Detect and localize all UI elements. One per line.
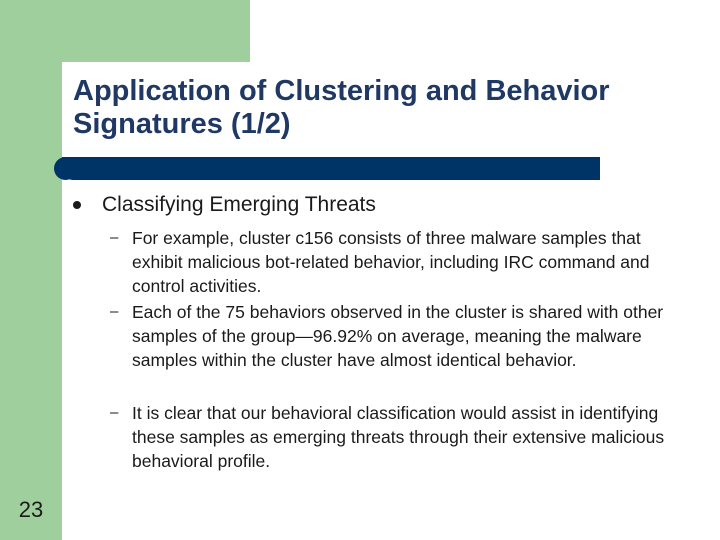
sub-bullet-text: Each of the 75 behaviors observed in the cluster is shared with other samples of the group—96.92% on average, meaning the malware samples within the cluster have almost identical behavior.: [132, 302, 664, 370]
sub-bullet-3: [110, 401, 672, 473]
main-bullet: [73, 193, 376, 217]
decorative-green-sidebar: [0, 0, 62, 540]
slide-title: Application of Clustering and Behavior Signatures (1/2): [73, 75, 610, 140]
sub-bullet-text: It is clear that our behavioral classification would assist in identifying these samples as emerging threats through their extensive malicious behavioral profile.: [132, 403, 665, 471]
main-bullet-text: Classifying Emerging Threats: [102, 193, 376, 216]
dash-icon: –: [110, 229, 119, 246]
title-underline-bar: [62, 157, 600, 180]
sub-bullet-text: For example, cluster c156 consists of three malware samples that exhibit malicious bot-related behavior, including IRC command and control activities.: [132, 228, 650, 296]
dash-icon: –: [110, 404, 119, 421]
slide-number: 23: [18, 497, 44, 522]
sub-bullet-1: [110, 226, 672, 298]
bullet-dot-icon: [73, 201, 81, 209]
dash-icon: –: [110, 303, 119, 320]
sub-bullet-2: [110, 300, 672, 372]
